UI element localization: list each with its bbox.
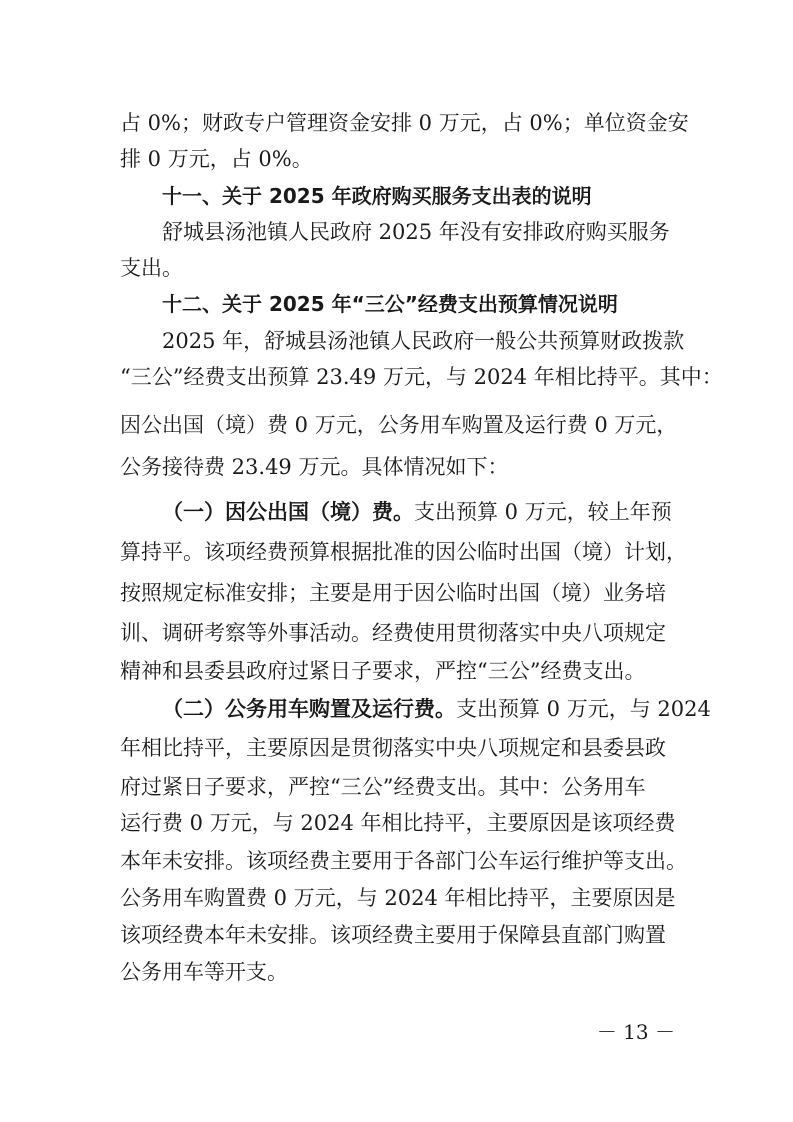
paragraph-1-first-line [162, 497, 680, 527]
subheading-vehicle-costs: （二）公务用车购置及运行费。 [162, 697, 456, 721]
body-text-line: 府过紧日子要求，严控“三公”经费支出。其中：公务用车 [120, 775, 646, 799]
body-text-line: 2025 年，舒城县汤池镇人民政府一般公共预算财政拨款 [162, 329, 685, 353]
subheading-overseas-travel: （一）因公出国（境）费。 [162, 500, 414, 524]
body-text-line: 精神和县委县政府过紧日子要求，严控“三公”经费支出。 [120, 659, 646, 683]
body-text: 支出预算 0 万元，较上年预 [414, 500, 672, 524]
section-heading-12: 十二、关于 2025 年“三公”经费支出预算情况说明 [162, 292, 618, 316]
body-text-line: 训、调研考察等外事活动。经费使用贯彻落实中央八项规定 [120, 621, 666, 645]
paragraph-2-first-line [162, 694, 711, 724]
body-text-line: 本年未安排。该项经费主要用于各部门公车运行维护等支出。 [120, 849, 687, 873]
body-text-line: 按照规定标准安排；主要是用于因公临时出国（境）业务培 [120, 581, 666, 605]
body-text-line: 舒城县汤池镇人民政府 2025 年没有安排政府购买服务 [162, 220, 670, 244]
body-text-line: 占 0%；财政专户管理资金安排 0 万元，占 0%；单位资金安 [120, 111, 689, 135]
body-text: 支出预算 0 万元，与 2024 [456, 697, 711, 721]
body-text-line: 运行费 0 万元，与 2024 年相比持平，主要原因是该项经费 [120, 811, 676, 835]
body-text-line: 公务用车购置费 0 万元，与 2024 年相比持平，主要原因是 [120, 886, 676, 910]
body-text-line: 该项经费本年未安排。该项经费主要用于保障县直部门购置 [120, 923, 666, 947]
body-text-line: 公务接待费 23.49 万元。具体情况如下： [120, 455, 509, 479]
body-text-line: 排 0 万元，占 0%。 [120, 147, 313, 171]
body-text-line: “三公”经费支出预算 23.49 万元，与 2024 年相比持平。其中： [120, 365, 723, 389]
page-number: － 13 － [596, 1020, 675, 1044]
body-text-line: 算持平。该项经费预算根据批准的因公临时出国（境）计划， [120, 540, 687, 564]
section-heading-11: 十一、关于 2025 年政府购买服务支出表的说明 [162, 184, 592, 208]
body-text-line: 年相比持平，主要原因是贯彻落实中央八项规定和县委县政 [120, 736, 666, 760]
body-text-line: 因公出国（境）费 0 万元，公务用车购置及运行费 0 万元， [120, 413, 678, 437]
body-text-line: 公务用车等开支。 [120, 960, 288, 984]
body-text-line: 支出。 [120, 256, 183, 280]
